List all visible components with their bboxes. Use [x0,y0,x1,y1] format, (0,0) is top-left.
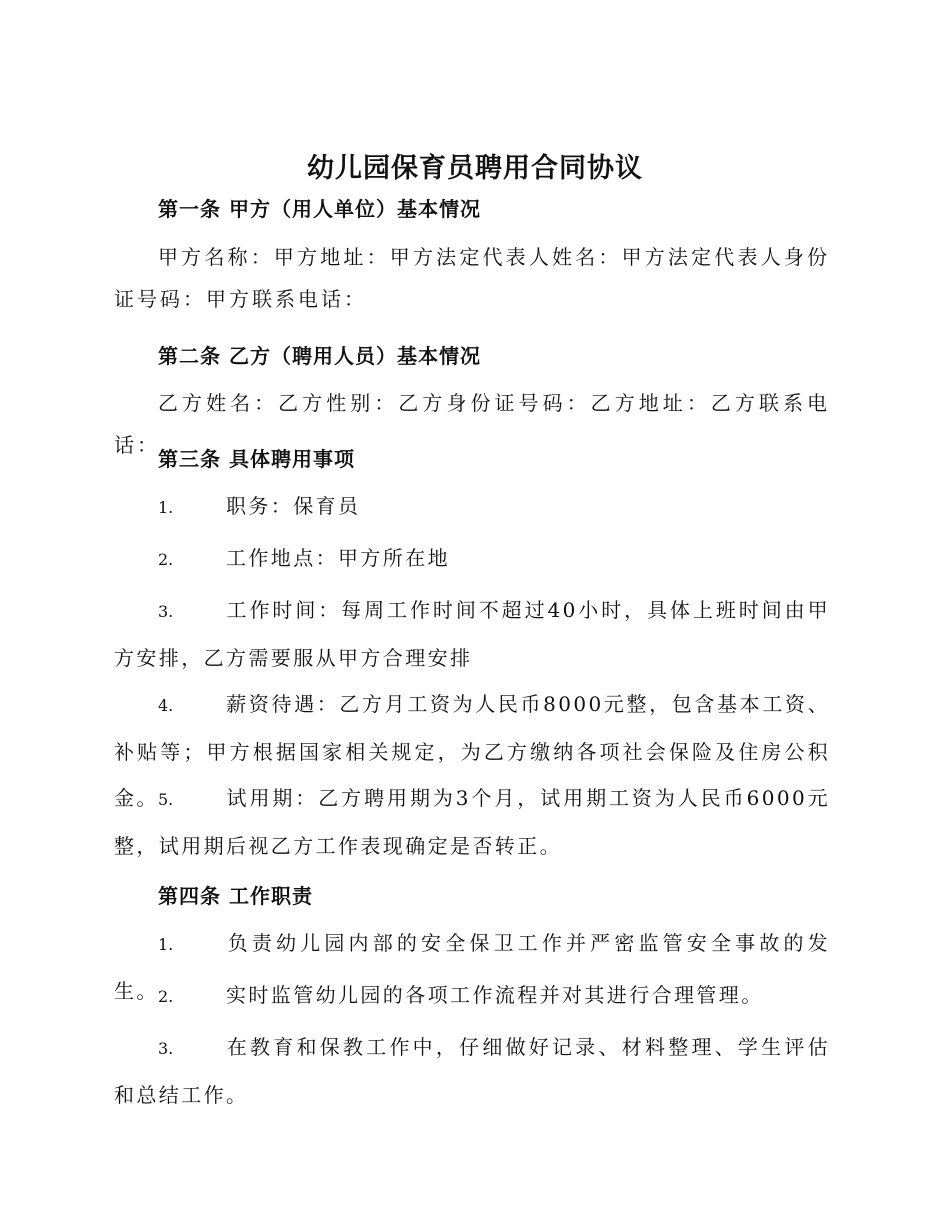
list-item-number: 3. [158,602,174,621]
list-item-number: 1. [158,498,174,517]
list-item-number: 1. [158,935,174,954]
list-item [114,535,830,583]
document-title: 幼儿园保育员聘用合同协议 [307,153,643,184]
section-heading-4: 第四条 工作职责 [158,884,313,908]
list-item-text: 负责幼儿园内部的安全保卫工作并严密监管安全事故的发生。 [114,931,830,1003]
list-item-text: 工作地点：甲方所在地 [226,546,450,570]
list-item [114,587,830,681]
list-item-text: 实时监管幼儿园的各项工作流程并对其进行合理管理。 [226,983,764,1007]
section-heading-1: 第一条 甲方（用人单位）基本情况 [158,197,481,221]
list-item-number: 3. [158,1039,174,1058]
section-2-paragraph: 乙方姓名：乙方性别：乙方身份证号码：乙方地址：乙方联系电话： [114,391,830,457]
list-item [114,483,830,531]
list-item-number: 4. [158,696,174,715]
section-heading-2: 第二条 乙方（聘用人员）基本情况 [158,344,481,368]
list-item-text: 工作时间：每周工作时间不超过40小时，具体上班时间由甲方安排，乙方需要服从甲方合理安排 [114,598,830,670]
list-item-number: 5. [158,790,174,809]
list-item-number: 2. [158,550,174,569]
list-item-text: 职务：保育员 [226,494,361,518]
section-1-paragraph: 甲方名称：甲方地址：甲方法定代表人姓名：甲方法定代表人身份证号码：甲方联系电话： [114,245,830,311]
list-item-number: 2. [158,987,174,1006]
list-item [114,972,830,1020]
list-item-text: 在教育和保教工作中，仔细做好记录、材料整理、学生评估和总结工作。 [114,1035,830,1107]
list-item [114,1024,830,1118]
section-heading-3: 第三条 具体聘用事项 [158,447,355,471]
list-item [114,775,830,869]
list-item-text: 薪资待遇：乙方月工资为人民币8000元整，包含基本工资、补贴等；甲方根据国家相关规定，为乙方缴纳各项社会保险及住房公积金。 [114,692,830,810]
list-item-text: 试用期：乙方聘用期为3个月，试用期工资为人民币6000元整，试用期后视乙方工作表现确定是否转正。 [114,786,830,858]
